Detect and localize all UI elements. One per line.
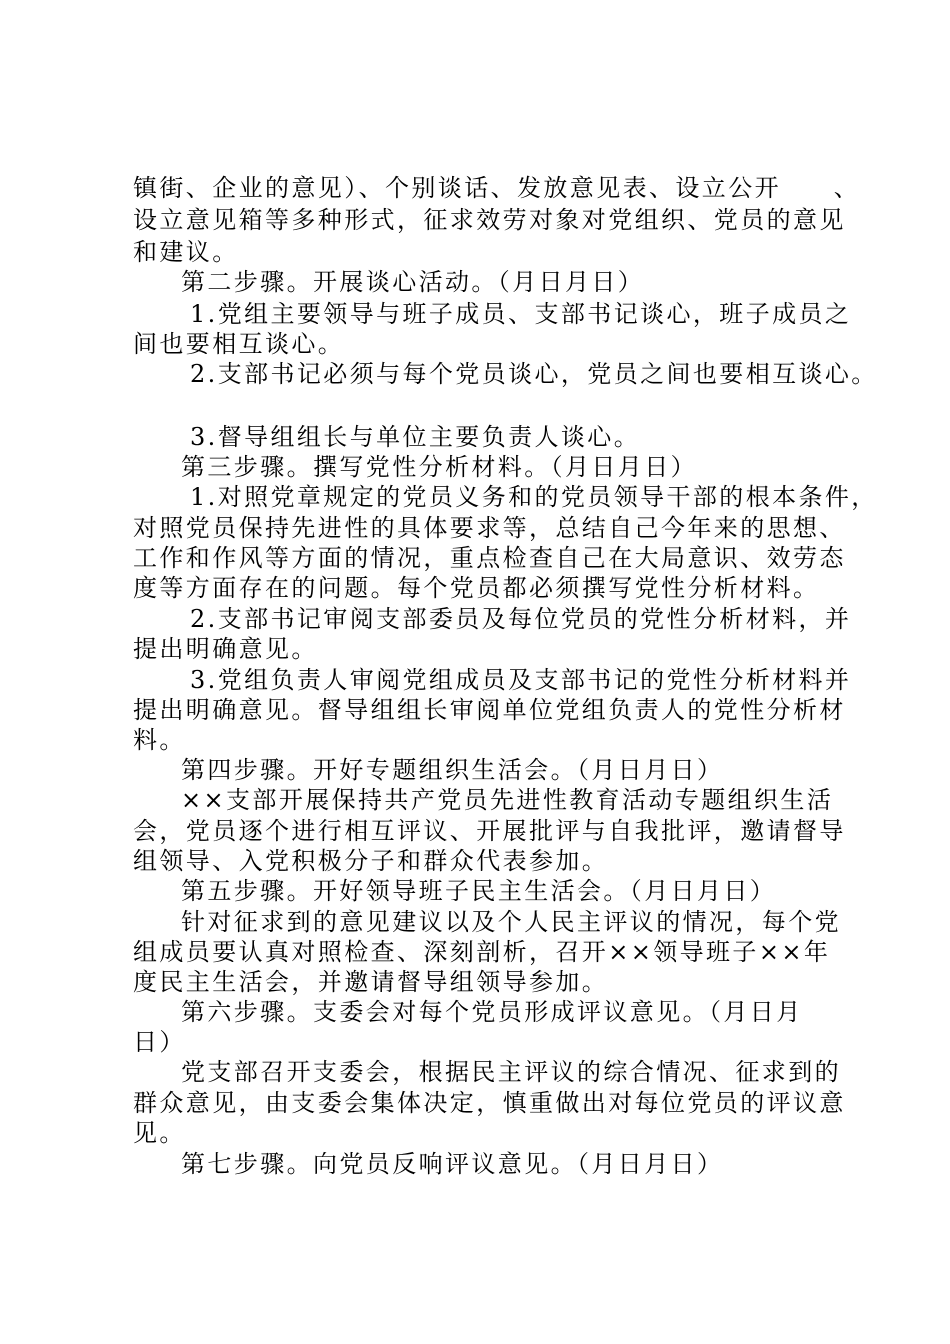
text-line: 会，党员逐个进行相互评议、开展批评与自我批评，邀请督导: [133, 817, 846, 845]
text-line: 间也要相互谈心。: [133, 330, 345, 358]
text-line: 党支部召开支委会，根据民主评议的综合情况、征求到的: [181, 1058, 841, 1086]
text-line: 群众意见，由支委会集体决定，慎重做出对每位党员的评议意: [133, 1089, 846, 1117]
text-line: 3.督导组组长与单位主要负责人谈心。: [190, 423, 641, 451]
text-line: 提出明确意见。督导组组长审阅单位党组负责人的党性分析材: [133, 696, 846, 724]
text-line: 设立意见箱等多种形式，征求效劳对象对党组织、党员的意见: [133, 206, 846, 234]
text-line: 组领导、入党积极分子和群众代表参加。: [133, 847, 609, 875]
text-line: 度民主生活会，并邀请督导组领导参加。: [133, 968, 609, 996]
step-heading: 第三步骤。撰写党性分析材料。（月日月日）: [181, 453, 697, 481]
text-line: 见。: [133, 1119, 186, 1147]
text-line: 提出明确意见。: [133, 635, 318, 663]
text-line: 和建议。: [133, 238, 239, 266]
text-line: 组成员要认真对照检查、深刻剖析，召开××领导班子××年: [133, 938, 831, 966]
text-line: 2.支部书记必须与每个党员谈心，党员之间也要相互谈心。: [190, 360, 878, 388]
text-line: 3.党组负责人审阅党组成员及支部书记的党性分析材料并: [190, 666, 852, 694]
text-line: 料。: [133, 726, 186, 754]
text-line: 1.对照党章规定的党员义务和的党员领导干部的根本条件，: [190, 483, 878, 511]
step-heading: 第四步骤。开好专题组织生活会。（月日月日）: [181, 756, 724, 784]
step-heading: 第五步骤。开好领导班子民主生活会。（月日月日）: [181, 877, 777, 905]
step-heading: 第二步骤。开展谈心活动。（月日月日）: [181, 268, 645, 296]
text-line: 针对征求到的意见建议以及个人民主评议的情况，每个党: [181, 908, 841, 936]
step-heading: 第七步骤。向党员反响评议意见。（月日月日）: [181, 1150, 724, 1178]
step-heading: 第六步骤。支委会对每个党员形成评议意见。（月日月: [181, 998, 803, 1026]
text-line: 日）: [133, 1028, 186, 1056]
text-line: 度等方面存在的问题。每个党员都必须撰写党性分析材料。: [133, 574, 820, 602]
text-line: 2.支部书记审阅支部委员及每位党员的党性分析材料，并: [190, 605, 852, 633]
text-line: 镇街、企业的意见）、个别谈话、发放意见表、设立公开 、: [133, 174, 861, 202]
text-line: ××支部开展保持共产党员先进性教育活动专题组织生活: [181, 786, 834, 814]
text-line: 1.党组主要领导与班子成员、支部书记谈心，班子成员之: [190, 300, 852, 328]
text-line: 对照党员保持先进性的具体要求等，总结自己今年来的思想、: [133, 514, 846, 542]
text-line: 工作和作风等方面的情况，重点检查自己在大局意识、效劳态: [133, 544, 846, 572]
